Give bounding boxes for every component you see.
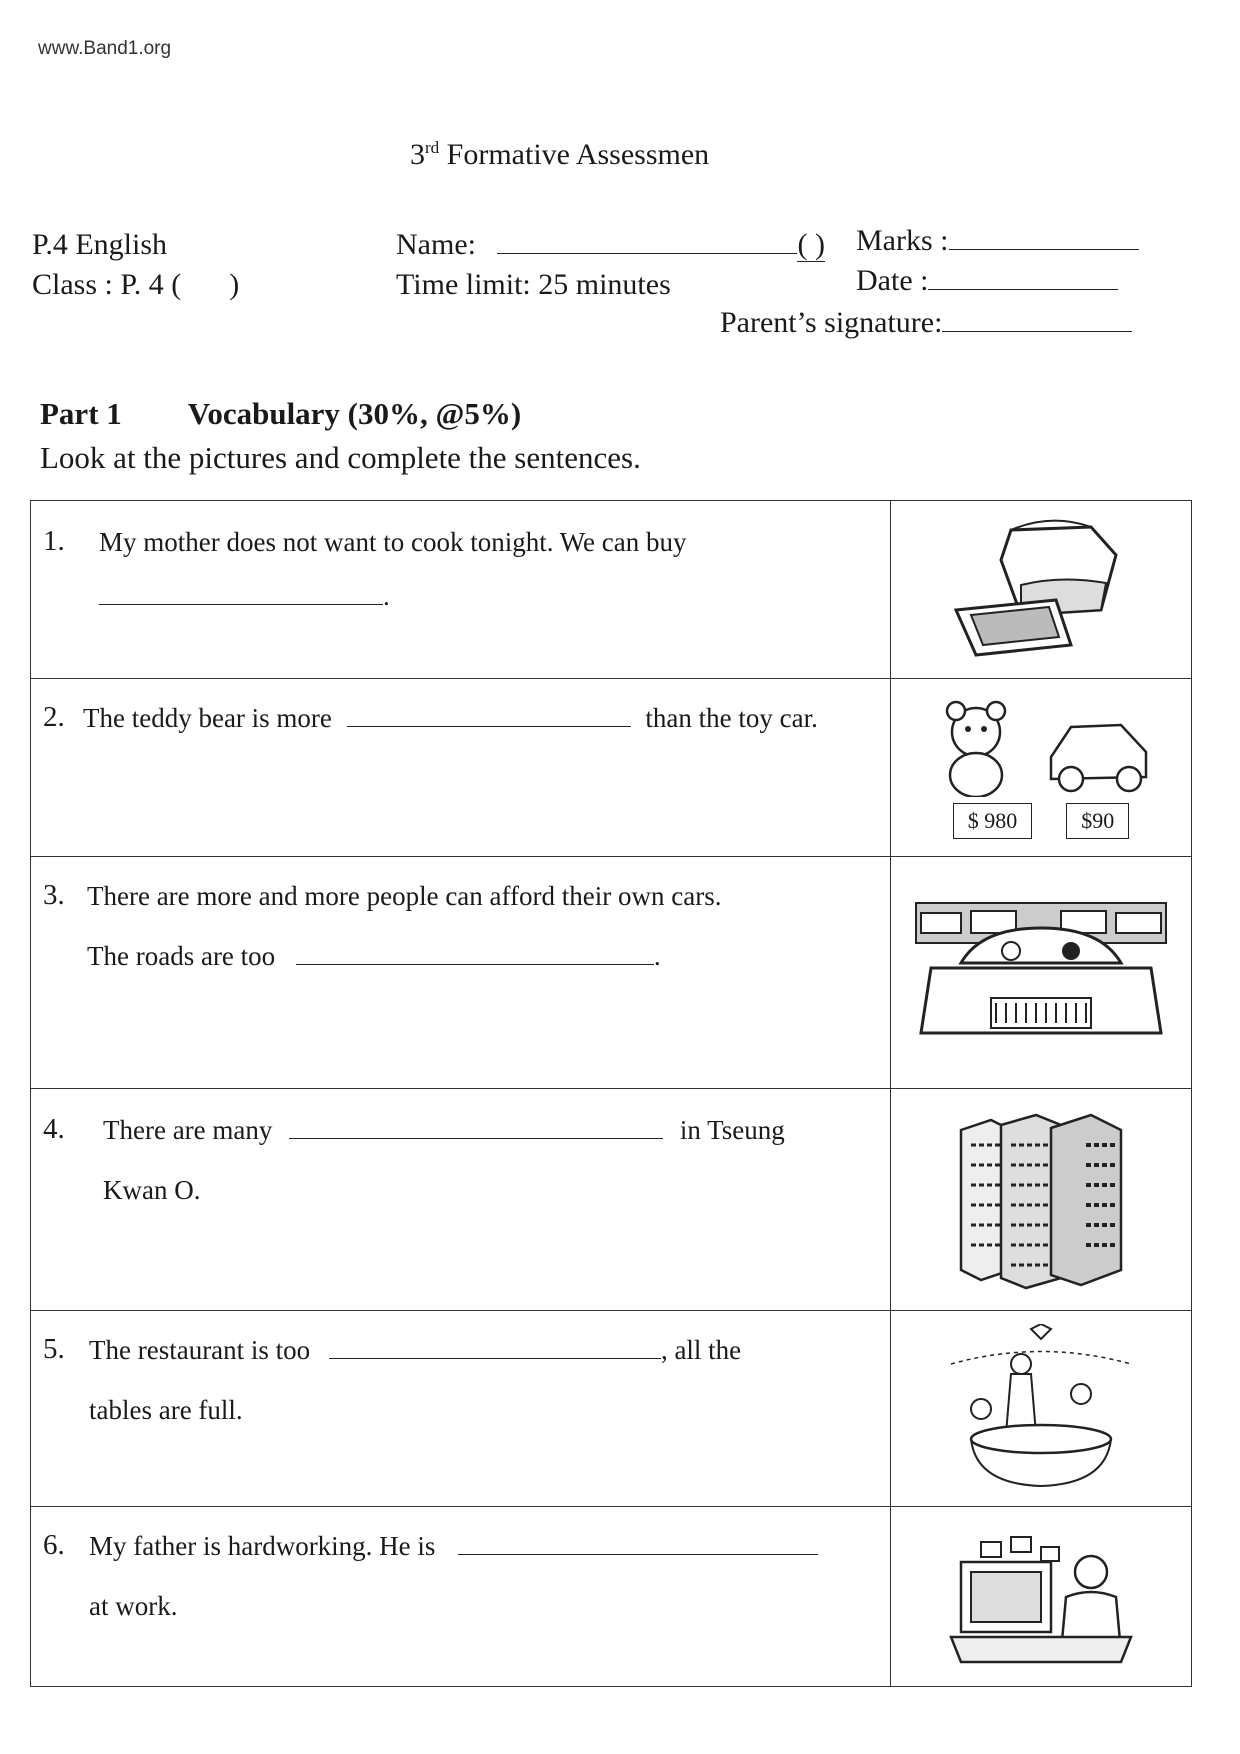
tall-buildings-icon bbox=[891, 1089, 1192, 1311]
class-field: Class : P. 4 ( ) bbox=[32, 268, 240, 301]
question-row bbox=[31, 857, 1192, 1089]
date-field[interactable]: Date : bbox=[856, 264, 1118, 298]
answer-line[interactable] bbox=[347, 704, 631, 727]
question-text-line2: The roads are too . bbox=[87, 941, 661, 971]
question-number: 4. bbox=[43, 1113, 65, 1145]
teddy-bear-and-toy-car-icon bbox=[891, 679, 1192, 857]
crowded-restaurant-icon bbox=[891, 1311, 1192, 1507]
instructions: Look at the pictures and complete the sentences. bbox=[40, 440, 641, 475]
question-row bbox=[31, 679, 1192, 857]
traffic-jam-icon bbox=[891, 857, 1192, 1089]
part-heading: Part 1 Vocabulary (30%, @5%) bbox=[40, 396, 522, 431]
question-number: 6. bbox=[43, 1529, 65, 1561]
question-number: 3. bbox=[43, 879, 65, 911]
question-text: The teddy bear is more than the toy car. bbox=[83, 703, 818, 733]
question-text-line2: at work. bbox=[89, 1591, 178, 1621]
question-row bbox=[31, 1089, 1192, 1311]
question-row bbox=[31, 1507, 1192, 1687]
answer-line[interactable]: . bbox=[99, 581, 390, 612]
questions-table bbox=[30, 500, 1192, 1687]
name-field[interactable]: Name: ( ) bbox=[396, 228, 825, 261]
website-watermark: www.Band1.org bbox=[38, 38, 172, 59]
time-limit-label: Time limit: 25 minutes bbox=[396, 268, 671, 301]
question-row bbox=[31, 501, 1192, 679]
toy-car-price: $90 bbox=[1066, 803, 1129, 839]
question-text: The restaurant is too , all the bbox=[89, 1335, 742, 1365]
question-text: My father is hardworking. He is bbox=[89, 1531, 818, 1562]
parent-signature-field[interactable]: Parent’s signature: bbox=[720, 306, 1132, 340]
question-number: 5. bbox=[43, 1333, 65, 1365]
subject-label: P.4 English bbox=[32, 228, 168, 261]
marks-field[interactable]: Marks : bbox=[856, 224, 1139, 258]
question-number: 2. bbox=[43, 701, 65, 733]
question-row bbox=[31, 1311, 1192, 1507]
answer-line[interactable] bbox=[458, 1532, 818, 1555]
question-text-line2: Kwan O. bbox=[103, 1175, 201, 1205]
answer-line[interactable] bbox=[329, 1336, 661, 1359]
answer-line[interactable] bbox=[296, 942, 654, 965]
question-text: There are many in Tseung bbox=[103, 1115, 785, 1145]
teddy-bear-price: $ 980 bbox=[953, 803, 1033, 839]
question-text-line2: tables are full. bbox=[89, 1395, 243, 1425]
takeaway-food-box-icon bbox=[891, 501, 1192, 679]
question-text: There are more and more people can afford their own cars. bbox=[87, 881, 722, 911]
answer-line[interactable] bbox=[289, 1116, 663, 1139]
busy-office-worker-icon bbox=[891, 1507, 1192, 1687]
page-title: 3rd Formative Assessmen bbox=[410, 138, 710, 171]
question-text: My mother does not want to cook tonight. We can buy bbox=[99, 527, 687, 557]
question-number: 1. bbox=[43, 525, 65, 557]
